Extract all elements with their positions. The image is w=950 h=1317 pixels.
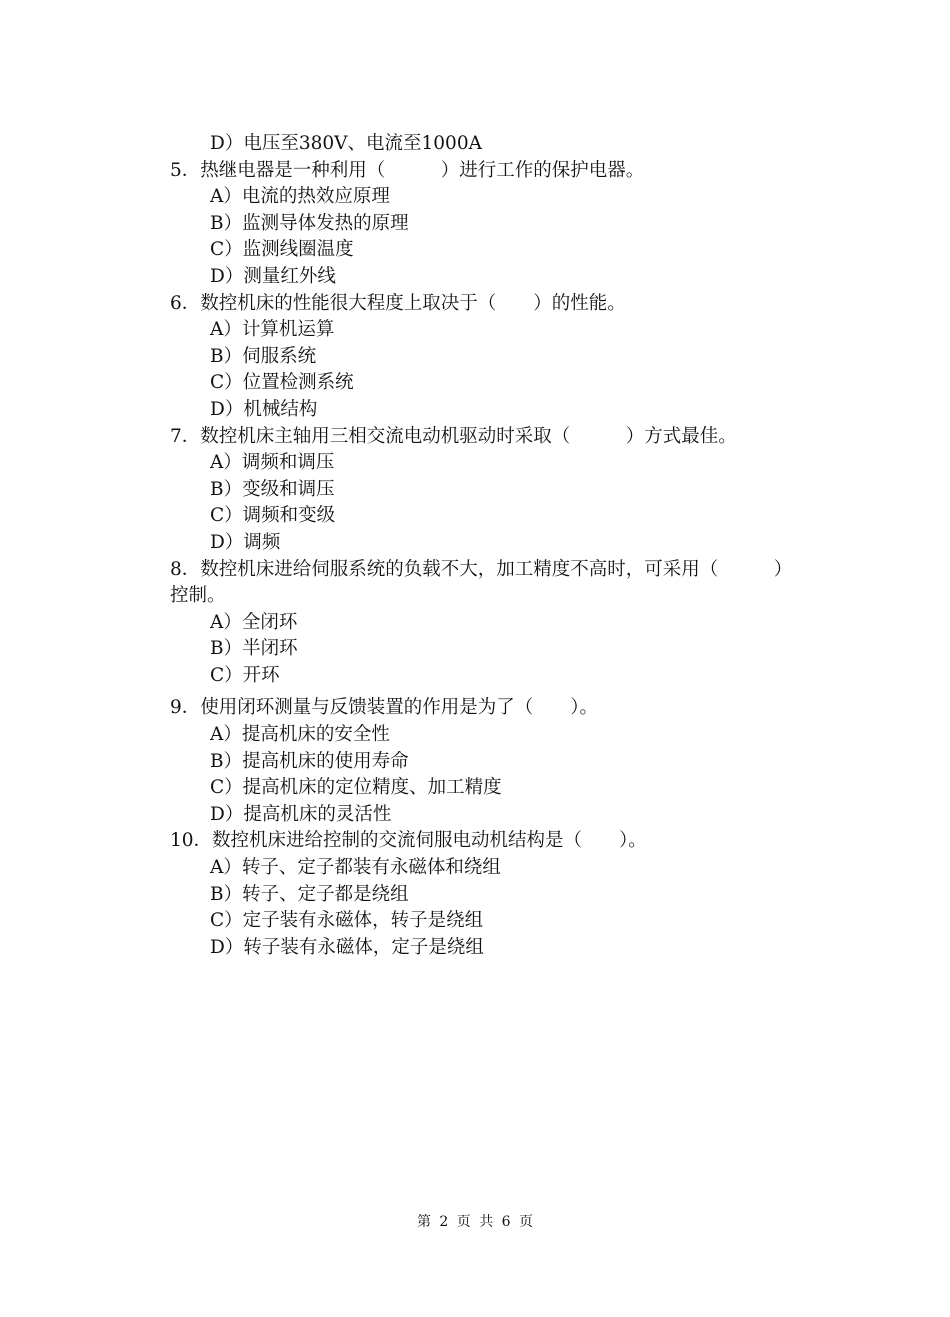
answer-option: A）转子、定子都装有永磁体和绕组 <box>210 857 501 879</box>
answer-option: D）调频 <box>210 531 281 553</box>
answer-option: D）提高机床的灵活性 <box>210 803 392 825</box>
answer-option: A）电流的热效应原理 <box>210 186 390 208</box>
question-text: 8．数控机床进给伺服系统的负载不大，加工精度不高时，可采用（ ） <box>170 558 793 580</box>
answer-option: D）机械结构 <box>210 398 318 420</box>
answer-option: D）转子装有永磁体，定子是绕组 <box>210 936 484 958</box>
answer-option: B）提高机床的使用寿命 <box>210 750 409 772</box>
answer-option: A）全闭环 <box>210 611 298 633</box>
question-text: 10．数控机床进给控制的交流伺服电动机结构是（ ）。 <box>170 830 647 852</box>
answer-option: B）监测导体发热的原理 <box>210 212 409 234</box>
answer-option: C）位置检测系统 <box>210 372 354 394</box>
question-list <box>170 131 860 961</box>
answer-option: A）提高机床的安全性 <box>210 724 390 746</box>
question-text: 控制。 <box>170 585 226 607</box>
answer-option: C）提高机床的定位精度、加工精度 <box>210 777 502 799</box>
answer-option: C）定子装有永磁体，转子是绕组 <box>210 910 484 932</box>
answer-option: A）计算机运算 <box>210 319 335 341</box>
answer-option: B）半闭环 <box>210 638 298 660</box>
answer-option: C）调频和变级 <box>210 505 336 527</box>
answer-option: A）调频和调压 <box>210 452 335 474</box>
answer-option: B）伺服系统 <box>210 345 317 367</box>
question-text: 7．数控机床主轴用三相交流电动机驱动时采取（ ）方式最佳。 <box>170 425 737 447</box>
question-text: 6．数控机床的性能很大程度上取决于（ ）的性能。 <box>170 292 626 314</box>
answer-option: D）测量红外线 <box>210 265 336 287</box>
question-text: 5．热继电器是一种利用（ ）进行工作的保护电器。 <box>170 159 645 181</box>
answer-option: B）转子、定子都是绕组 <box>210 883 409 905</box>
answer-option: B）变级和调压 <box>210 478 335 500</box>
question-text: 9．使用闭环测量与反馈装置的作用是为了（ ）。 <box>170 697 599 719</box>
answer-option: C）监测线圈温度 <box>210 239 354 261</box>
answer-option: C）开环 <box>210 664 280 686</box>
page-footer: 第 2 页 共 6 页 <box>416 1214 534 1230</box>
answer-option: D）电压至380V、电流至1000A <box>210 133 482 154</box>
